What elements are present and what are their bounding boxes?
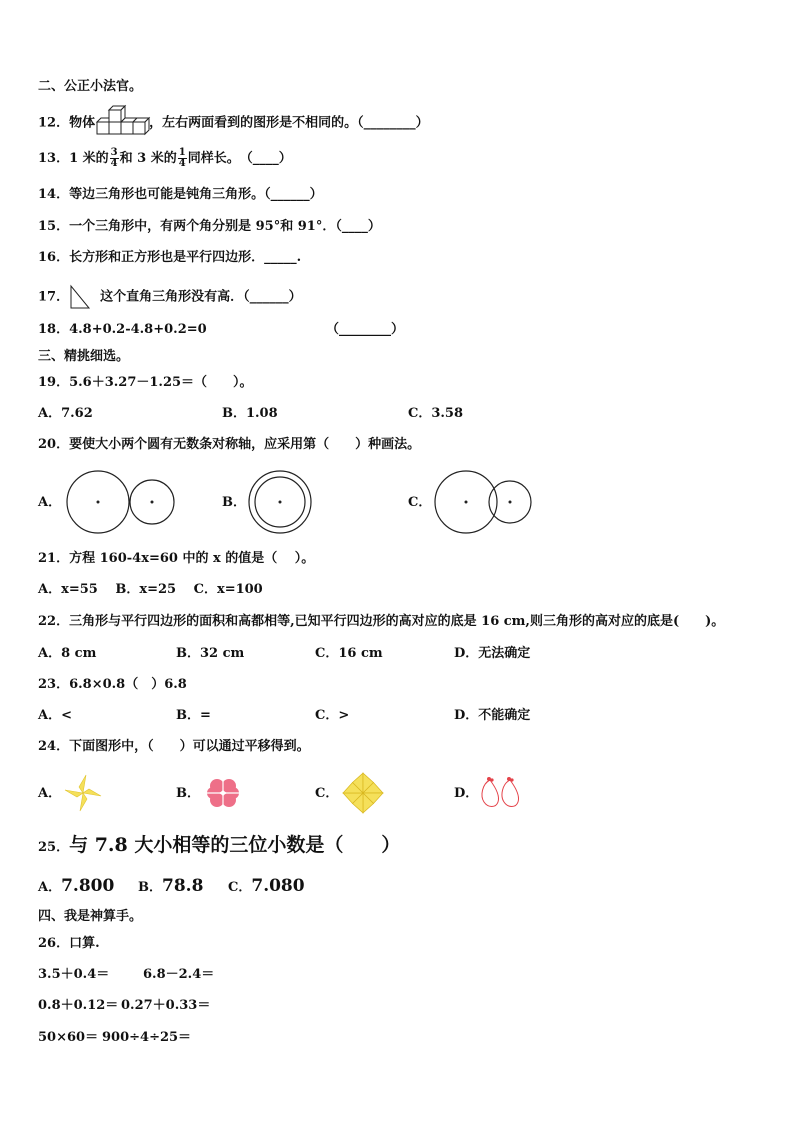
q25-option-c[interactable] xyxy=(228,874,305,900)
question-21: 21．方程 160-4x=60 中的 x 的值是（ ）。 xyxy=(38,551,315,566)
q24-option-c[interactable]: C． xyxy=(315,786,339,801)
q24-option-d[interactable]: D． xyxy=(454,786,479,801)
fraction-one-quarter xyxy=(178,148,187,169)
calc-item: 3.5＋0.4＝ xyxy=(38,967,110,982)
circles-concentric-figure xyxy=(248,470,314,534)
q25-a-label: A． xyxy=(38,880,62,895)
circles-external-figure xyxy=(64,470,180,534)
right-triangle-icon xyxy=(69,285,91,309)
q25-b-label: B． xyxy=(138,880,162,895)
q12-number: 12． xyxy=(38,115,70,131)
q13-frac1-num: 3 xyxy=(110,147,118,158)
question-15: 15．一个三角形中，有两个角分别是 95°和 91°．（____） xyxy=(38,219,381,234)
question-19: 19．5.6＋3.27－1.25＝（ ）。 xyxy=(38,375,253,390)
q12-post: ，左右两面看到的图形是不相同的。（________） xyxy=(149,115,429,131)
circles-intersecting-figure xyxy=(434,470,534,534)
q19-option-c[interactable]: C．3.58 xyxy=(408,406,464,421)
question-25 xyxy=(38,832,400,861)
q22-option-b[interactable]: B．32 cm xyxy=(176,646,245,661)
section-title-2: 二、公正小法官。 xyxy=(38,79,143,94)
q13-frac1-den: 4 xyxy=(110,158,118,169)
q25-a-value: 7.800 xyxy=(61,876,115,896)
question-24: 24．下面图形中，（ ）可以通过平移得到。 xyxy=(38,739,310,754)
q13-number: 13． xyxy=(38,151,70,166)
q25-c-label: C． xyxy=(228,880,252,895)
section-title-4: 四、我是神算手。 xyxy=(38,909,143,924)
q13-mid: 和 3 米的 xyxy=(119,151,177,166)
question-18: 18．4.8+0.2-4.8+0.2=0 xyxy=(38,322,207,337)
two-chickens-icon xyxy=(478,776,524,810)
q25-b-value: 78.8 xyxy=(162,876,204,896)
q23-option-a[interactable]: A．< xyxy=(38,708,72,723)
q23-option-b[interactable]: B．= xyxy=(176,708,211,723)
question-17 xyxy=(38,285,302,309)
q20-option-a[interactable]: A． xyxy=(38,495,62,510)
q22-option-c[interactable]: C．16 cm xyxy=(315,646,383,661)
q19-option-b[interactable]: B．1.08 xyxy=(222,406,278,421)
four-hearts-flower-icon xyxy=(202,773,244,813)
question-14: 14．等边三角形也可能是钝角三角形。（______） xyxy=(38,187,323,202)
question-23: 23．6.8×0.8（ ）6.8 xyxy=(38,677,187,692)
question-20: 20．要使大小两个圆有无数条对称轴，应采用第（ ）种画法。 xyxy=(38,437,421,452)
q17-number: 17． xyxy=(38,289,70,305)
fraction-three-quarters xyxy=(110,148,119,169)
q25-number: 25． xyxy=(38,840,70,855)
q13-post: 同样长。 （____） xyxy=(187,151,292,166)
calc-item: 50×60＝ xyxy=(38,1030,99,1045)
q22-option-d[interactable]: D．无法确定 xyxy=(454,646,531,661)
q23-option-d[interactable]: D．不能确定 xyxy=(454,708,531,723)
q25-option-a[interactable] xyxy=(38,874,114,900)
question-16: 16．长方形和正方形也是平行四边形．_____. xyxy=(38,250,302,265)
question-13 xyxy=(38,148,292,169)
q13-frac2-num: 1 xyxy=(178,147,186,158)
q13-frac2-den: 4 xyxy=(178,158,186,169)
q12-pre: 物体 xyxy=(69,115,96,131)
q21-options[interactable]: A．x=55 B．x=25 C．x=100 xyxy=(38,582,263,597)
section-title-3: 三、精挑细选。 xyxy=(38,349,130,364)
question-22: 22．三角形与平行四边形的面积和高都相等,已知平行四边形的高对应的底是 16 cm,则三角形的高对应的底是( )。 xyxy=(38,614,725,629)
calc-item: 0.27＋0.33＝ xyxy=(121,998,211,1013)
q25-option-b[interactable] xyxy=(138,874,203,900)
q24-option-b[interactable]: B． xyxy=(176,786,200,801)
q18-answer-blank: （________） xyxy=(326,322,405,337)
q13-pre: 1 米的 xyxy=(69,151,109,166)
calc-item: 0.8＋0.12＝ xyxy=(38,998,119,1013)
q25-text: 与 7.8 大小相等的三位小数是（ ） xyxy=(69,834,401,856)
cube-blocks-icon xyxy=(95,108,149,138)
q19-option-a[interactable]: A．7.62 xyxy=(38,406,93,421)
q25-c-value: 7.080 xyxy=(251,876,305,896)
question-12 xyxy=(38,108,429,138)
q20-option-b[interactable]: B． xyxy=(222,495,246,510)
pinwheel-square-icon xyxy=(342,772,384,814)
q22-option-a[interactable]: A．8 cm xyxy=(38,646,97,661)
pinwheel-yellow-icon xyxy=(62,773,104,813)
q24-option-a[interactable]: A． xyxy=(38,786,62,801)
q23-option-c[interactable]: C．> xyxy=(315,708,350,723)
calc-item: 6.8－2.4＝ xyxy=(143,967,215,982)
q20-option-c[interactable]: C． xyxy=(408,495,432,510)
calc-item: 900÷4÷25＝ xyxy=(102,1030,192,1045)
question-26: 26．口算. xyxy=(38,936,100,951)
q17-post: 这个直角三角形没有高．（______） xyxy=(100,289,302,305)
